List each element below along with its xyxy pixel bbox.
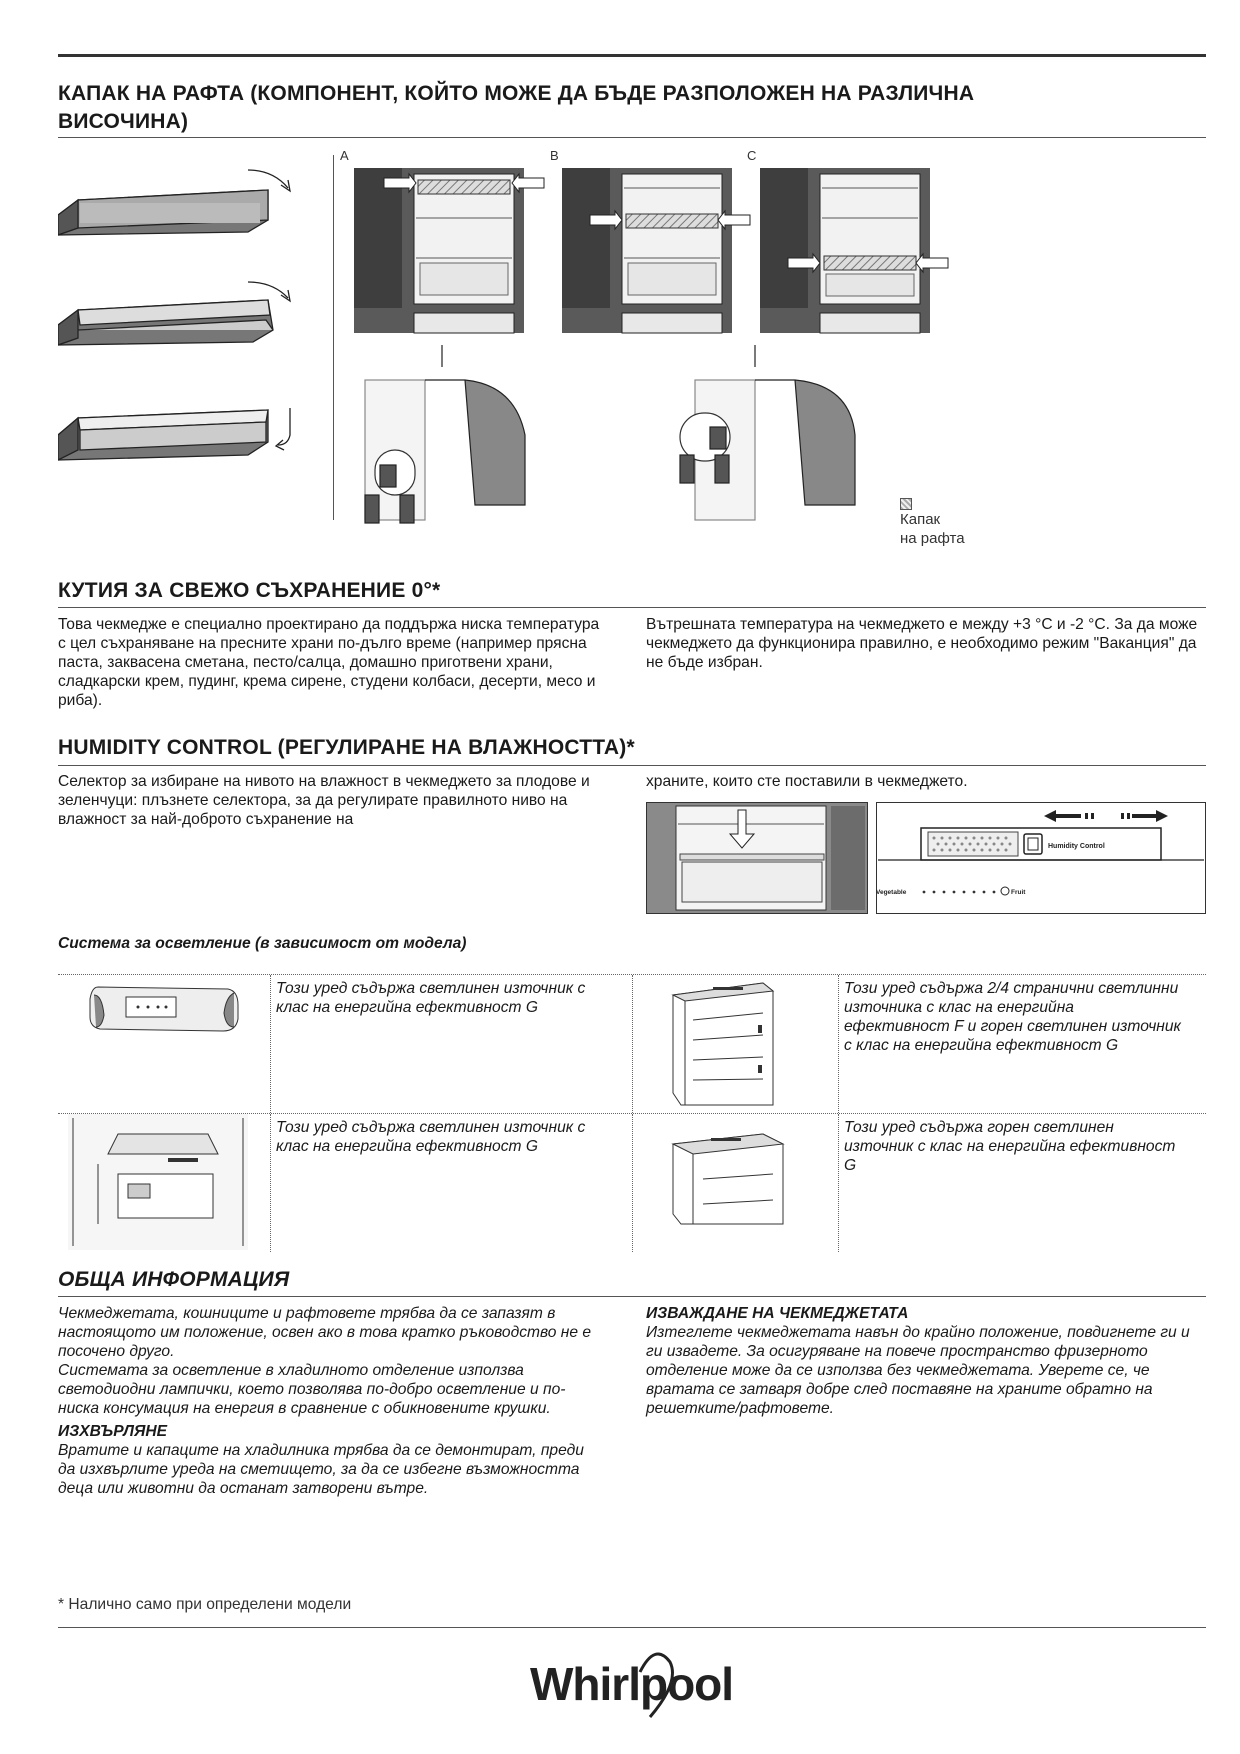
humidity-control-panel-illustration [876,802,1206,914]
humidity-title: HUMIDITY CONTROL (РЕГУЛИРАНЕ НА ВЛАЖНОСТТА)* [58,736,635,759]
general-right-column [646,1304,1206,1418]
section-rule [58,607,1206,608]
cell-divider [270,975,271,1113]
crisper-drawer-illustration [646,802,868,914]
general-paragraph-1: Чекмеджетата, кошниците и рафтовете трябва да се запазят в настоящото им положение, освен ако в това кратко ръководство не е посочено друго. [58,1305,592,1360]
side-lights-fridge-illustration [633,975,838,1113]
panel-label-c: C [747,148,757,163]
scale-label-vegetable: Vegetable [876,889,907,896]
lighting-image-cell [58,975,270,1113]
general-info-title: ОБЩА ИНФОРМАЦИЯ [58,1268,290,1291]
humidity-control-label: Humidity Control [1048,843,1105,850]
legend-line-1: Капак [900,511,941,528]
disposal-heading: ИЗХВЪРЛЯНЕ [58,1423,167,1440]
humidity-right-text: храните, които сте поставили в чекмеджето. [646,773,968,790]
brand-wordmark: Whirlpool [530,1658,734,1710]
section-rule [58,137,1206,138]
shelf-cover-steps-illustration [58,160,308,495]
lighting-text-4: Този уред съдържа горен светлинен източник с клас на енергийна ефективност G [844,1119,1176,1174]
section-rule [58,1296,1206,1297]
top-rule [58,54,1206,57]
lighting-text-3: Този уред съдържа светлинен източник с клас на енергийна ефективност G [276,1119,586,1155]
cell-divider [838,1114,839,1252]
lighting-image-cell [633,975,838,1113]
disposal-text: Вратите и капаците на хладилника трябва да се демонтират, преди да изхвърлите уреда на сметището, за да се избегне възможността деца или животни да останат затворени вътре. [58,1442,584,1497]
whirlpool-logo [520,1642,760,1722]
panel-label-b: B [550,148,559,163]
lighting-title: Система за осветление (в зависимост от модела) [58,935,467,952]
lighting-image-cell [633,1114,838,1252]
general-paragraph-2: Системата за осветление в хладилното отделение използва светодиодни лампички, което позволява по-добро осветление и по-ниска консумация на енергия в сравнение с обикновените крушки. [58,1362,566,1417]
shelf-position-panels [340,148,960,348]
lighting-image-cell [58,1114,270,1252]
section-rule [58,765,1206,766]
footnote: * Налично само при определени модели [58,1596,352,1613]
drawers-heading: ИЗВАЖДАНЕ НА ЧЕКМЕДЖЕТАТА [646,1305,909,1322]
hatch-swatch-icon [900,498,912,510]
shelf-cover-title: КАПАК НА РАФТА (КОМПОНЕНТ, КОЙТО МОЖЕ ДА БЪДЕ РАЗПОЛОЖЕН НА РАЗЛИЧНА ВИСОЧИНА) [58,82,975,133]
fresh-box-title: КУТИЯ ЗА СВЕЖО СЪХРАНЕНИЕ 0°* [58,579,441,602]
scale-label-fruit: Fruit [1011,889,1026,896]
panel-label-a: A [340,148,349,163]
top-light-fridge-illustration [633,1114,838,1252]
general-left-column [58,1304,603,1498]
lighting-row [58,975,1206,1113]
fresh-box-right-text: Вътрешната температура на чекмеджето е между +3 °C и -2 °C. За да може чекмеджето да функционира правилно, е необходимо режим "Ваканция" да не бъде избран. [646,616,1198,671]
illustration-divider [333,155,334,520]
cell-divider [838,975,839,1113]
top-light-interior-illustration [58,1114,270,1252]
lighting-text-1: Този уред съдържа светлинен източник с клас на енергийна ефективност G [276,980,586,1016]
legend-line-2: на рафта [900,530,965,547]
humidity-left-text: Селектор за избиране на нивото на влажност в чекмеджето за плодове и зеленчуци: плъзнете селектора, за да регулирате правилното ниво на влажност за най-доброто съхранение на [58,773,590,828]
lighting-text-2: Този уред съдържа 2/4 странични светлинни източника с клас на енергийна ефективност F и горен светлинен източник с клас на енергийна ефективност G [844,980,1181,1054]
shelf-cover-detail-insets [355,345,875,525]
led-module-illustration [58,975,270,1113]
drawers-text: Изтеглете чекмеджетата навън до крайно положение, повдигнете ги и ги извадете. За осигуряване на повече пространство фризерното отделение може да се използва без чекмеджетата. Уверете се, че вратата се затваря добре след поставяне на храните обратно на решетките/рафтовете. [646,1324,1190,1417]
shelf-cover-legend [900,498,965,548]
footer-rule [58,1627,1206,1628]
lighting-row [58,1113,1206,1251]
fresh-box-left-text: Това чекмедже е специално проектирано да поддържа ниска температура с цел съхраняване на пресните храни по-дълго време (например прясна паста, заквасена сметана, песто/салца, домашно приготвени храни, сладкарски крем, пудинг, крема сирене, студени колбаси, десерти, месо и риба). [58,616,600,709]
cell-divider [270,1114,271,1252]
lighting-grid [58,974,1206,1250]
